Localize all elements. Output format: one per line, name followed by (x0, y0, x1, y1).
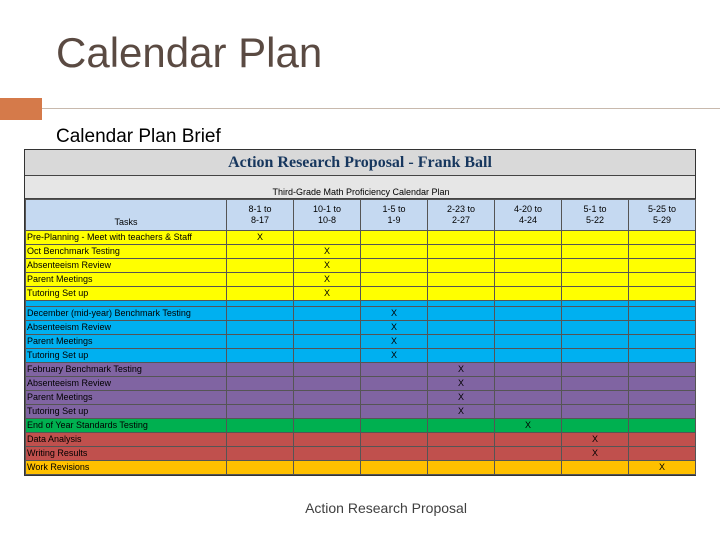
date-column-header (361, 200, 428, 231)
schedule-cell (562, 377, 629, 391)
schedule-cell (227, 377, 294, 391)
schedule-cell (629, 391, 696, 405)
schedule-cell (294, 419, 361, 433)
schedule-cell (428, 307, 495, 321)
schedule-cell: X (361, 335, 428, 349)
schedule-cell: X (428, 377, 495, 391)
schedule-cell (629, 447, 696, 461)
schedule-cell (361, 363, 428, 377)
task-cell: Tutoring Set up (26, 287, 227, 301)
table-subheading: Third-Grade Math Proficiency Calendar Plan (272, 187, 450, 197)
schedule-cell (227, 461, 294, 475)
table-row (26, 349, 696, 363)
date-range-end: 4-24 (518, 215, 537, 225)
schedule-cell (495, 433, 562, 447)
task-cell: Absenteeism Review (26, 321, 227, 335)
table-row (26, 461, 696, 475)
schedule-cell (629, 335, 696, 349)
schedule-cell (227, 447, 294, 461)
table-row (26, 377, 696, 391)
schedule-cell (495, 349, 562, 363)
table-row (26, 259, 696, 273)
schedule-cell: X (495, 419, 562, 433)
schedule-cell (361, 419, 428, 433)
schedule-cell (227, 433, 294, 447)
date-column-header (294, 200, 361, 231)
schedule-cell (361, 391, 428, 405)
schedule-cell (227, 391, 294, 405)
schedule-cell (562, 461, 629, 475)
schedule-cell (361, 259, 428, 273)
schedule-cell (562, 287, 629, 301)
schedule-cell: X (428, 363, 495, 377)
task-cell: Parent Meetings (26, 273, 227, 287)
date-range-start: 8-1 to (248, 204, 272, 214)
schedule-cell (562, 391, 629, 405)
schedule-cell (629, 273, 696, 287)
schedule-cell (294, 391, 361, 405)
task-cell: Absenteeism Review (26, 259, 227, 273)
schedule-cell (629, 433, 696, 447)
task-cell: Parent Meetings (26, 391, 227, 405)
table-row (26, 321, 696, 335)
date-column-header (629, 200, 696, 231)
schedule-cell (562, 307, 629, 321)
schedule-cell (227, 419, 294, 433)
task-cell: Pre-Planning - Meet with teachers & Staff (26, 231, 227, 245)
schedule-cell (495, 259, 562, 273)
schedule-cell (629, 245, 696, 259)
schedule-cell (361, 377, 428, 391)
date-column-header (495, 200, 562, 231)
schedule-cell (495, 231, 562, 245)
date-range-start: 5-1 to (583, 204, 607, 214)
schedule-cell (361, 447, 428, 461)
schedule-cell (428, 349, 495, 363)
schedule-cell (227, 307, 294, 321)
schedule-cell: X (361, 349, 428, 363)
schedule-cell (227, 259, 294, 273)
schedule-cell (227, 287, 294, 301)
date-range-end: 5-29 (652, 215, 671, 225)
schedule-cell (361, 433, 428, 447)
date-range-start: 10-1 to (312, 204, 342, 214)
table-row (26, 335, 696, 349)
table-row (26, 307, 696, 321)
schedule-cell (428, 287, 495, 301)
table-row (26, 245, 696, 259)
schedule-cell (294, 335, 361, 349)
schedule-cell (495, 287, 562, 301)
task-cell: Work Revisions (26, 461, 227, 475)
schedule-cell (227, 363, 294, 377)
schedule-cell (428, 433, 495, 447)
tasks-header: Tasks (26, 200, 227, 231)
schedule-cell (294, 363, 361, 377)
schedule-cell (562, 363, 629, 377)
schedule-cell: X (294, 259, 361, 273)
schedule-cell (629, 405, 696, 419)
schedule-cell (629, 259, 696, 273)
schedule-cell (428, 447, 495, 461)
schedule-cell (495, 405, 562, 419)
table-row (26, 287, 696, 301)
schedule-cell (428, 245, 495, 259)
schedule-cell (495, 307, 562, 321)
task-cell: Writing Results (26, 447, 227, 461)
schedule-cell (361, 231, 428, 245)
calendar-plan-table (24, 149, 696, 476)
schedule-cell (294, 307, 361, 321)
task-cell: Tutoring Set up (26, 349, 227, 363)
schedule-cell (562, 335, 629, 349)
date-range-end: 1-9 (387, 215, 401, 225)
schedule-cell (227, 245, 294, 259)
schedule-cell: X (562, 433, 629, 447)
date-range-end: 8-17 (250, 215, 269, 225)
schedule-cell (428, 259, 495, 273)
task-cell: Oct Benchmark Testing (26, 245, 227, 259)
schedule-cell (294, 377, 361, 391)
schedule-cell: X (294, 287, 361, 301)
table-row (26, 391, 696, 405)
schedule-cell (629, 287, 696, 301)
table-row (26, 273, 696, 287)
schedule-cell (629, 321, 696, 335)
schedule-cell (227, 321, 294, 335)
date-range-start: 1-5 to (382, 204, 406, 214)
schedule-cell (227, 349, 294, 363)
date-column-header (562, 200, 629, 231)
table-row (26, 405, 696, 419)
schedule-grid (25, 199, 696, 475)
table-subheading-row (25, 176, 695, 199)
schedule-cell (294, 231, 361, 245)
schedule-cell (227, 335, 294, 349)
schedule-cell (562, 321, 629, 335)
date-range-start: 2-23 to (446, 204, 476, 214)
table-row (26, 447, 696, 461)
schedule-cell (629, 377, 696, 391)
schedule-cell (428, 419, 495, 433)
date-range-end: 5-22 (585, 215, 604, 225)
date-range-end: 2-27 (451, 215, 470, 225)
schedule-cell: X (428, 405, 495, 419)
schedule-cell (495, 377, 562, 391)
date-range-start: 4-20 to (513, 204, 543, 214)
schedule-cell (562, 245, 629, 259)
schedule-cell: X (361, 321, 428, 335)
schedule-cell: X (629, 461, 696, 475)
schedule-cell (629, 231, 696, 245)
schedule-cell (629, 307, 696, 321)
schedule-cell (629, 363, 696, 377)
schedule-cell (562, 273, 629, 287)
schedule-cell: X (294, 245, 361, 259)
date-column-header (428, 200, 495, 231)
task-cell: End of Year Standards Testing (26, 419, 227, 433)
schedule-cell: X (294, 273, 361, 287)
schedule-cell (294, 447, 361, 461)
schedule-cell (562, 349, 629, 363)
table-row (26, 231, 696, 245)
schedule-cell (562, 231, 629, 245)
table-banner: Action Research Proposal - Frank Ball (25, 150, 695, 176)
table-row (26, 363, 696, 377)
task-cell: December (mid-year) Benchmark Testing (26, 307, 227, 321)
task-cell: Tutoring Set up (26, 405, 227, 419)
date-range-end: 10-8 (317, 215, 336, 225)
date-column-header (227, 200, 294, 231)
task-cell: Data Analysis (26, 433, 227, 447)
schedule-cell (294, 433, 361, 447)
task-cell: Absenteeism Review (26, 377, 227, 391)
slide-title: Calendar Plan (56, 29, 323, 76)
schedule-cell (361, 405, 428, 419)
schedule-cell (361, 461, 428, 475)
schedule-cell (495, 447, 562, 461)
schedule-cell (428, 335, 495, 349)
schedule-cell (294, 349, 361, 363)
schedule-cell (495, 245, 562, 259)
schedule-cell (428, 461, 495, 475)
schedule-cell (629, 349, 696, 363)
schedule-cell: X (227, 231, 294, 245)
header-row (26, 200, 696, 231)
schedule-cell (227, 273, 294, 287)
slide-subtitle: Calendar Plan Brief (56, 126, 221, 147)
accent-block (0, 98, 42, 120)
schedule-cell (562, 419, 629, 433)
schedule-rows (26, 231, 696, 475)
schedule-cell (294, 321, 361, 335)
schedule-cell (428, 273, 495, 287)
task-cell: Parent Meetings (26, 335, 227, 349)
schedule-cell: X (361, 307, 428, 321)
schedule-cell (495, 335, 562, 349)
schedule-cell (495, 273, 562, 287)
schedule-cell (562, 259, 629, 273)
schedule-cell: X (562, 447, 629, 461)
accent-divider (42, 108, 720, 109)
schedule-cell (361, 287, 428, 301)
schedule-cell (428, 321, 495, 335)
schedule-cell: X (428, 391, 495, 405)
schedule-cell (428, 231, 495, 245)
task-cell: February Benchmark Testing (26, 363, 227, 377)
schedule-cell (495, 363, 562, 377)
schedule-cell (495, 321, 562, 335)
schedule-cell (361, 273, 428, 287)
table-row (26, 419, 696, 433)
schedule-cell (361, 245, 428, 259)
table-row (26, 433, 696, 447)
schedule-cell (629, 419, 696, 433)
date-range-start: 5-25 to (647, 204, 677, 214)
schedule-cell (294, 405, 361, 419)
schedule-cell (562, 405, 629, 419)
schedule-cell (495, 391, 562, 405)
schedule-cell (227, 405, 294, 419)
slide-footer: Action Research Proposal (305, 500, 467, 516)
schedule-cell (495, 461, 562, 475)
schedule-cell (294, 461, 361, 475)
